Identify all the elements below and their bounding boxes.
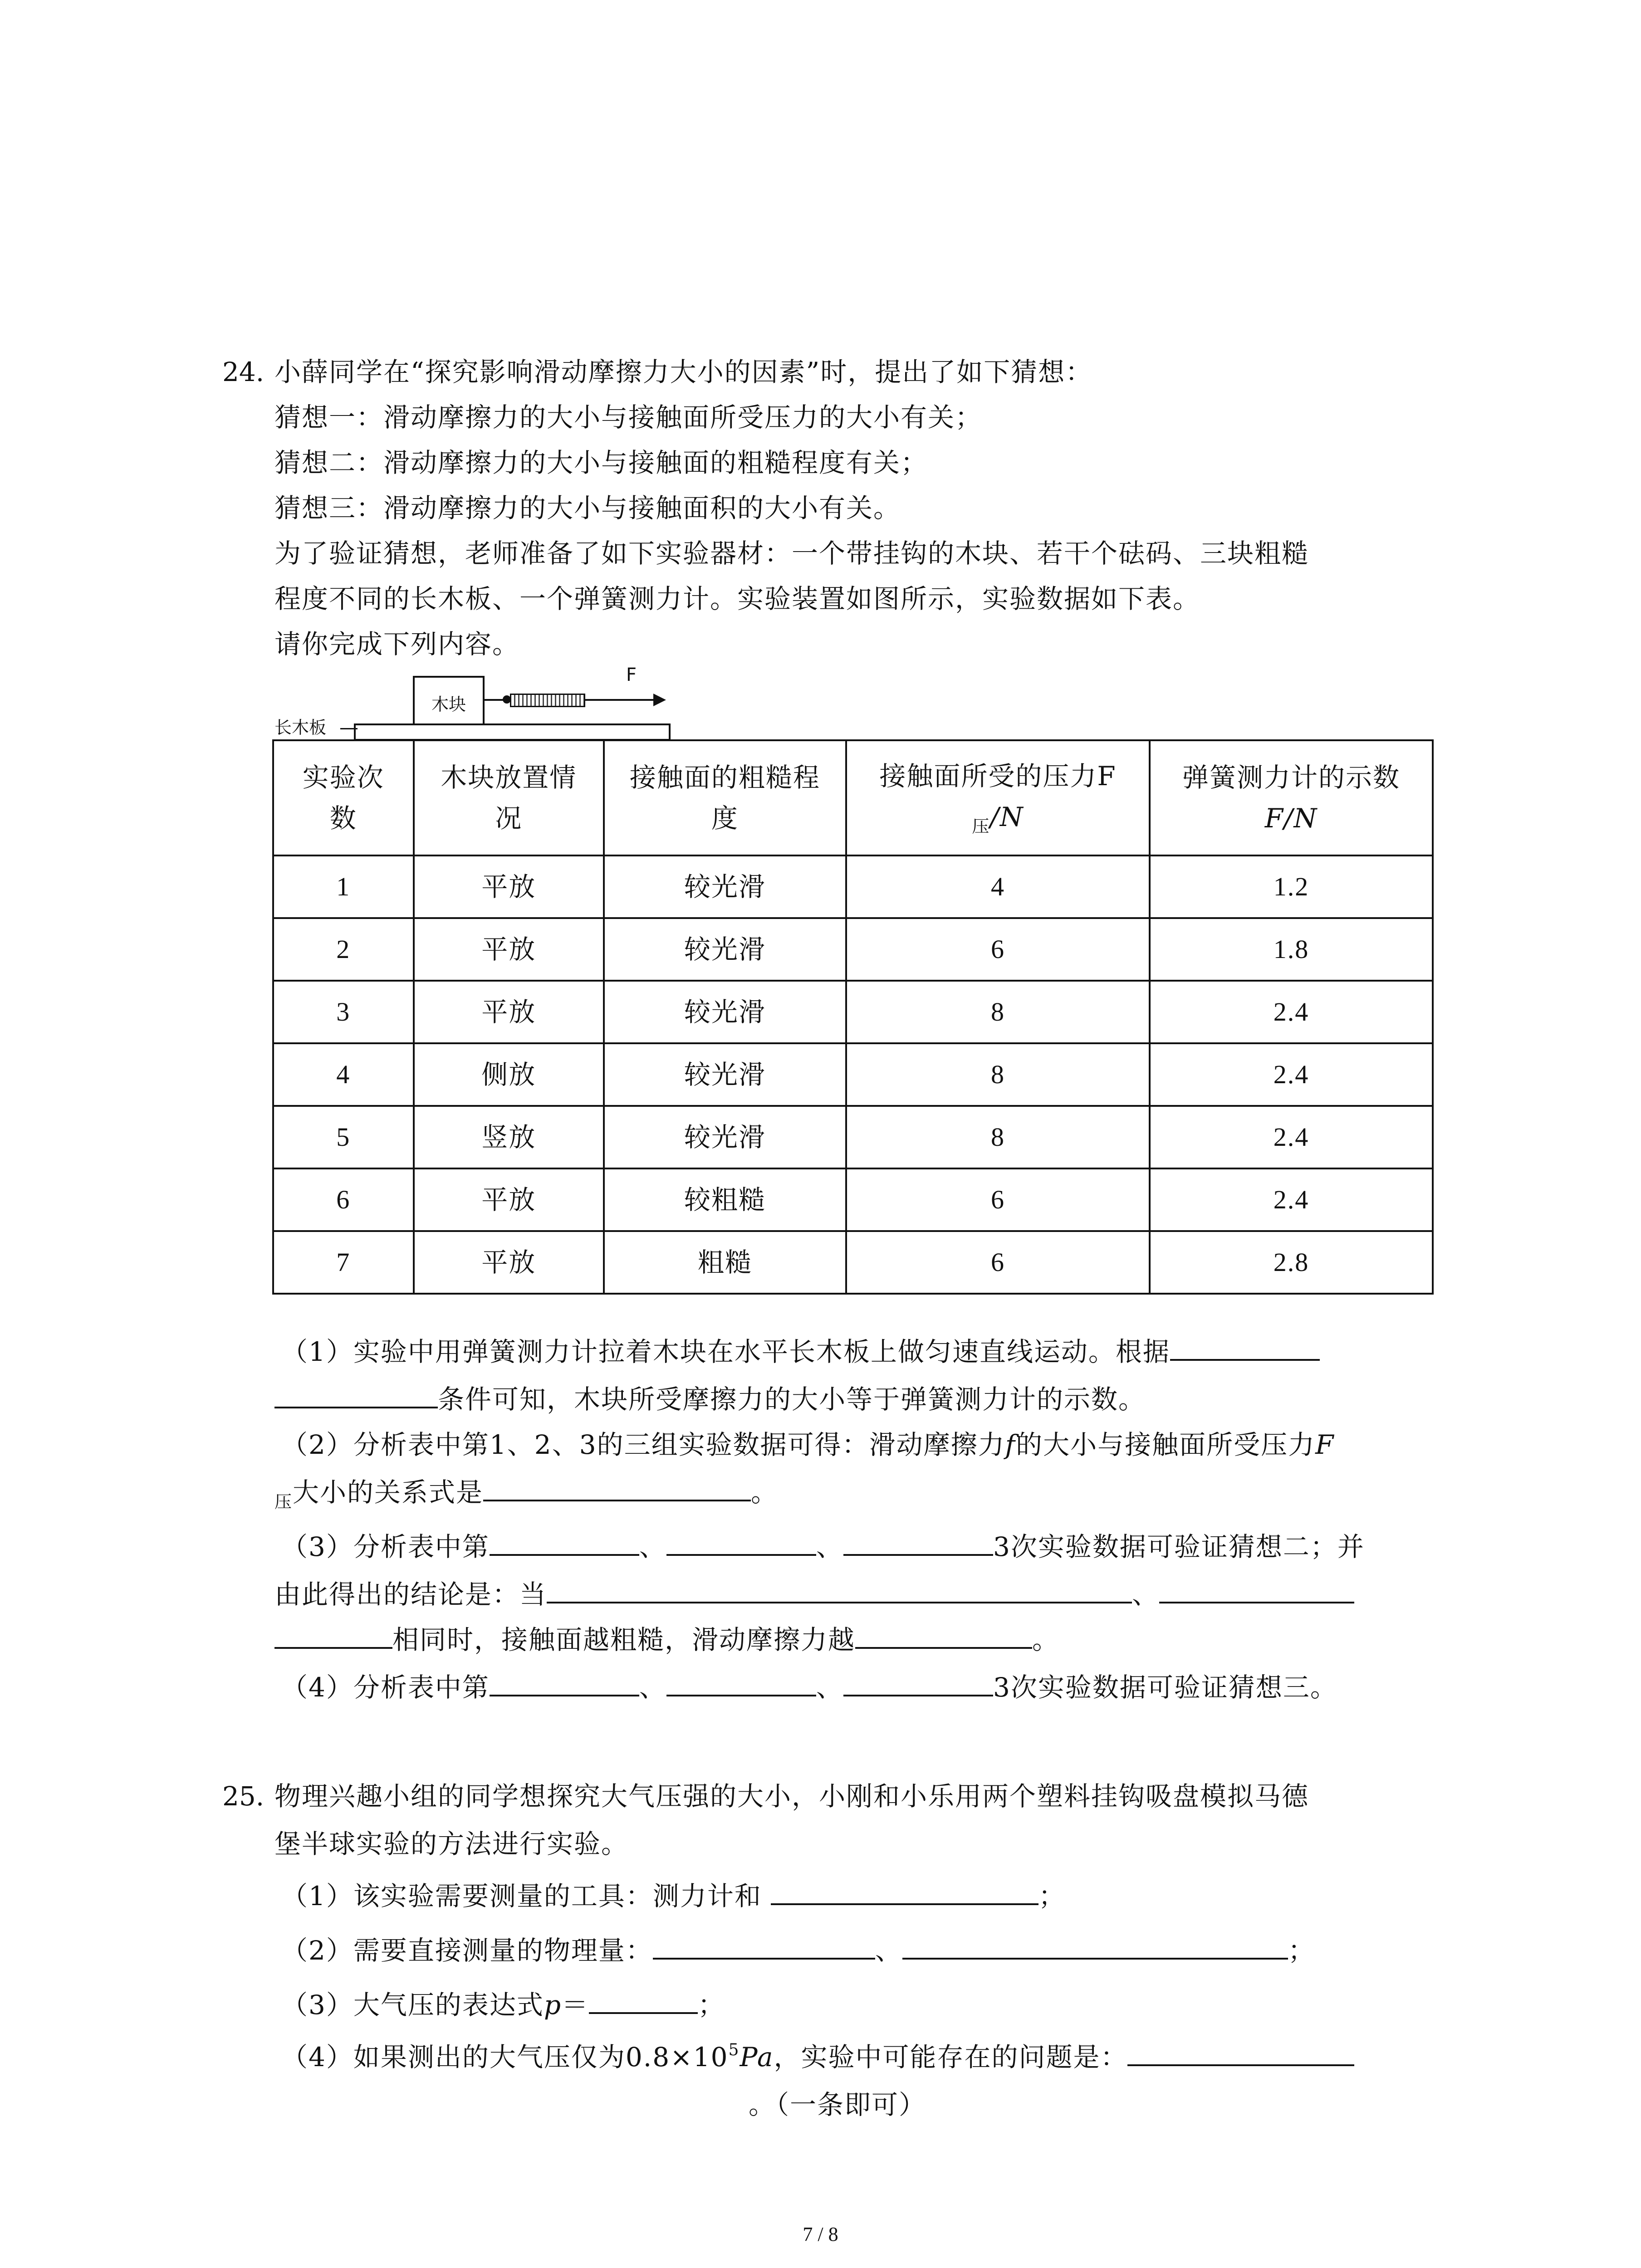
block-label: 木块 [431, 694, 466, 714]
spring-scale-icon [510, 694, 585, 707]
q24-part1-line1: （1）实验中用弹簧测力计拉着木块在水平长木板上做匀速直线运动。根据 [281, 1329, 1320, 1374]
answer-blank[interactable] [547, 1574, 1132, 1603]
answer-blank[interactable] [490, 1667, 639, 1696]
board-label: 长木板 [274, 718, 327, 738]
answer-blank[interactable] [274, 1379, 438, 1408]
answer-blank[interactable] [843, 1527, 993, 1556]
guess-two: 猜想二：滑动摩擦力的大小与接触面的粗糙程度有关； [274, 447, 928, 478]
table-row: 7 平放 粗糙 6 2.8 [273, 1231, 1433, 1294]
answer-blank[interactable] [483, 1472, 751, 1501]
table-row: 1 平放 较光滑 4 1.2 [273, 855, 1433, 918]
table-row: 4 侧放 较光滑 8 2.4 [273, 1043, 1433, 1106]
answer-blank[interactable] [653, 1931, 875, 1960]
wooden-block [413, 676, 485, 727]
header-trial: 实验次 数 [273, 740, 414, 855]
board-leader-line [340, 728, 358, 729]
q25-part3: （3）大气压的表达式p＝ ； [281, 1982, 725, 2028]
header-placement: 木块放置情 况 [414, 740, 604, 855]
pull-line [584, 699, 657, 701]
answer-blank[interactable] [855, 1620, 1032, 1649]
guess-three: 猜想三：滑动摩擦力的大小与接触面积的大小有关。 [274, 493, 901, 523]
q25-part4-line1: （4）如果测出的大气压仅为$0.8\times 10^5Pa$，实验中可能存在的问题是： [281, 2034, 1354, 2084]
force-arrow-icon [653, 694, 666, 706]
apparatus-figure [272, 655, 681, 742]
q24-part1-line2: 条件可知，木块所受摩擦力的大小等于弹簧测力计的示数。 [274, 1377, 1146, 1422]
header-reading: 弹簧测力计的示数 F/N [1150, 740, 1433, 855]
instruction: 请你完成下列内容。 [274, 629, 520, 660]
table-row: 6 平放 较粗糙 6 2.4 [273, 1168, 1433, 1231]
header-roughness: 接触面的粗糙程 度 [604, 740, 846, 855]
question-25-intro-1: 物理兴趣小组的同学想探究大气压强的大小，小刚和小乐用两个塑料挂钩吸盘模拟马德 [274, 1781, 1309, 1812]
table-row: 3 平放 较光滑 8 2.4 [273, 981, 1433, 1043]
q25-part2: （2）需要直接测量的物理量： 、 ； [281, 1928, 1315, 1973]
q25-part1: （1）该实验需要测量的工具：测力计和 ； [281, 1873, 1066, 1919]
table-header-row [273, 740, 1433, 855]
q24-part4: （4）分析表中第 、 、 3次实验数据可验证猜想三。 [281, 1665, 1337, 1710]
answer-blank[interactable] [666, 1667, 816, 1696]
q24-part3-line3: 相同时，接触面越粗糙，滑动摩擦力越 。 [274, 1617, 1059, 1662]
table-row: 2 平放 较光滑 6 1.8 [273, 918, 1433, 981]
answer-blank[interactable] [1127, 2037, 1354, 2066]
header-pressure: 接触面所受的压力F $_压$/N [846, 740, 1150, 855]
answer-blank[interactable] [274, 1620, 392, 1649]
force-label: F [626, 665, 637, 685]
q24-part2-line1: （2）分析表中第1、2、3的三组实验数据可得：滑动摩擦力f的大小与接触面所受压力F [281, 1429, 1335, 1460]
materials-line-2: 程度不同的长木板、一个弹簧测力计。实验装置如图所示，实验数据如下表。 [274, 583, 1200, 614]
q24-part3-line1: （3）分析表中第 、 、 3次实验数据可验证猜想二；并 [281, 1524, 1365, 1569]
answer-blank[interactable] [843, 1667, 993, 1696]
q25-part4-line2: 。（一条即可） [749, 2089, 926, 2120]
answer-blank[interactable] [771, 1876, 1038, 1905]
answer-blank[interactable] [589, 1985, 698, 2014]
materials-line-1: 为了验证猜想，老师准备了如下实验器材：一个带挂钩的木块、若干个砝码、三块粗糙 [274, 538, 1309, 569]
answer-blank[interactable] [902, 1931, 1288, 1960]
answer-blank[interactable] [666, 1527, 816, 1556]
question-24-number: 24. [222, 357, 265, 387]
answer-blank[interactable] [1170, 1332, 1320, 1361]
answer-blank[interactable] [1159, 1574, 1354, 1603]
q24-part2-line2: $_压$大小的关系式是 。 [274, 1470, 778, 1518]
guess-one: 猜想一：滑动摩擦力的大小与接触面所受压力的大小有关； [274, 402, 983, 433]
data-table [272, 739, 1434, 1295]
table-row: 5 竖放 较光滑 8 2.4 [273, 1106, 1433, 1168]
long-board [354, 723, 671, 741]
question-25-intro-2: 堡半球实验的方法进行实验。 [274, 1828, 629, 1859]
page-number: 7 / 8 [803, 2223, 838, 2245]
answer-blank[interactable] [490, 1527, 639, 1556]
question-24-intro: 小薛同学在“探究影响滑动摩擦力大小的因素”时，提出了如下猜想： [274, 357, 1093, 387]
q24-part3-line2: 由此得出的结论是：当 、 [274, 1572, 1354, 1617]
question-25-number: 25. [222, 1781, 265, 1812]
